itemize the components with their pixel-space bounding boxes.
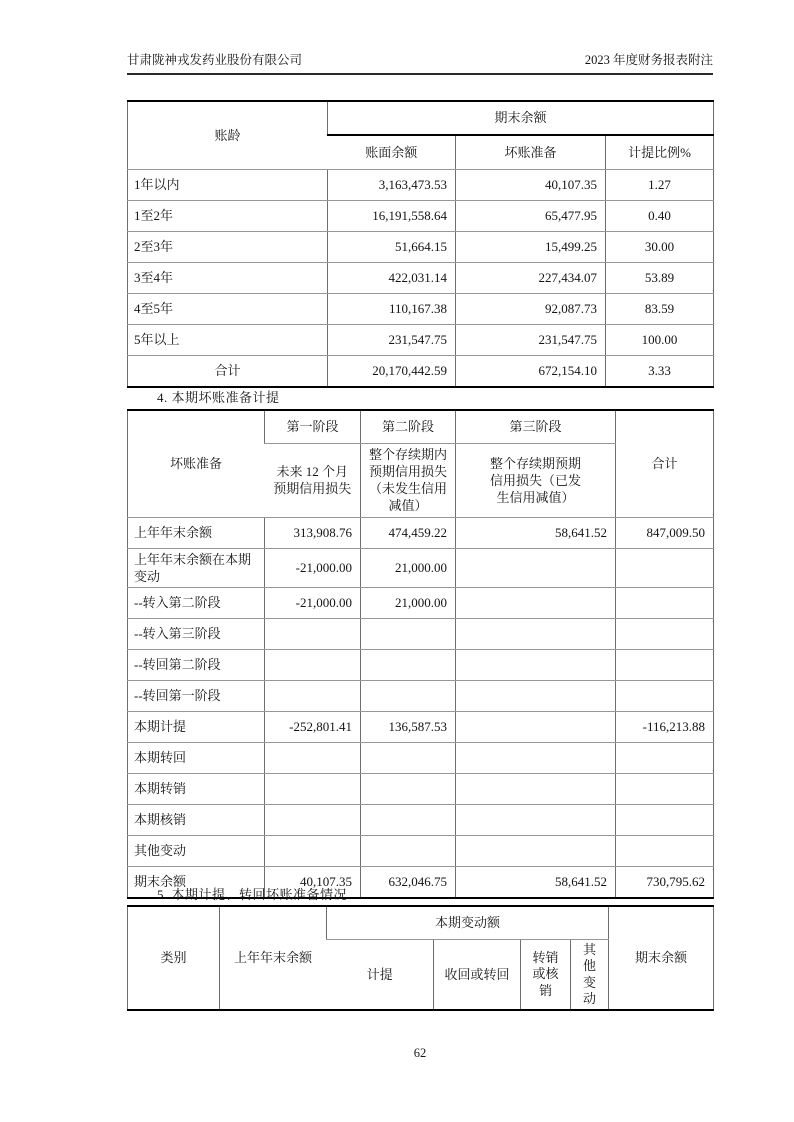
stage1-value: -21,000.00	[265, 548, 361, 587]
stage2-value: 632,046.75	[361, 866, 456, 898]
aging-col-bad-debt: 坏账准备	[456, 135, 606, 170]
table-row	[128, 232, 714, 263]
stage2-value: 474,459.22	[361, 517, 456, 548]
aging-col-ratio: 计提比例%	[606, 135, 714, 170]
ratio-value: 83.59	[606, 294, 714, 325]
row-label: 1至2年	[128, 201, 328, 232]
stage1-value	[265, 835, 361, 866]
stage1-value: 40,107.35	[265, 866, 361, 898]
stage3-value	[456, 548, 616, 587]
section-5-title: 5. 本期计提、转回坏账准备情况	[157, 887, 348, 902]
stage3-value	[456, 835, 616, 866]
page-number: 62	[413, 1046, 427, 1060]
book-balance-value: 231,547.75	[328, 325, 456, 356]
total-value	[616, 835, 714, 866]
company-name: 甘肃陇神戎发药业股份有限公司	[127, 53, 303, 67]
aging-col-book-balance: 账面余额	[328, 135, 456, 170]
stage3-subheader	[456, 444, 616, 518]
book-balance-total: 20,170,442.59	[328, 356, 456, 388]
stage-col-provision: 坏账准备	[128, 410, 265, 517]
stage3-value	[456, 742, 616, 773]
book-balance-value: 3,163,473.53	[328, 170, 456, 201]
table-row	[128, 680, 714, 711]
total-label: 合计	[214, 363, 241, 379]
total-value	[616, 649, 714, 680]
stage-total-header: 合计	[616, 410, 714, 517]
row-label: --转回第一阶段	[128, 680, 265, 711]
stage3-value	[456, 649, 616, 680]
table-row	[128, 548, 714, 587]
movement-col-ending-balance: 期末余额	[609, 906, 714, 1010]
stage2-value	[361, 773, 456, 804]
stage2-value	[361, 680, 456, 711]
row-label: 本期计提	[128, 711, 265, 742]
stage1-header: 第一阶段	[265, 410, 361, 444]
bad-debt-value: 227,434.07	[456, 263, 606, 294]
stage3-header: 第三阶段	[456, 410, 616, 444]
row-label: --转回第二阶段	[128, 649, 265, 680]
stage2-subheader: 整个存续期内预期信用损失（未发生信用减值）	[361, 444, 456, 518]
bad-debt-value: 65,477.95	[456, 201, 606, 232]
book-balance-value: 51,664.15	[328, 232, 456, 263]
total-value	[616, 773, 714, 804]
section-4-title: 4. 本期坏账准备计提	[157, 390, 280, 405]
running-header	[127, 50, 713, 75]
total-value	[616, 804, 714, 835]
stage3-value	[456, 773, 616, 804]
stage3-value	[456, 618, 616, 649]
stage1-value: -252,801.41	[265, 711, 361, 742]
total-value	[616, 548, 714, 587]
stage2-value	[361, 804, 456, 835]
stage3-value	[456, 680, 616, 711]
stage3-value	[456, 804, 616, 835]
bad-debt-value: 92,087.73	[456, 294, 606, 325]
ratio-value: 0.40	[606, 201, 714, 232]
stage1-value	[265, 804, 361, 835]
table-row	[128, 618, 714, 649]
table-row	[128, 170, 714, 201]
stage2-value	[361, 649, 456, 680]
stage1-value: 313,908.76	[265, 517, 361, 548]
row-label: 其他变动	[128, 835, 265, 866]
stage1-value	[265, 649, 361, 680]
table-row	[128, 742, 714, 773]
stage3-subheader-text: 整个存续期预期信用损失（已发生信用减值）	[489, 455, 581, 505]
movement-sub-recover: 收回或转回	[434, 940, 521, 1011]
row-label: 期末余额	[134, 874, 187, 890]
movement-table	[127, 905, 714, 1011]
movement-group-current-change: 本期变动额	[327, 906, 609, 940]
table-row	[128, 201, 714, 232]
row-label: 2至3年	[128, 232, 328, 263]
movement-sub-other	[571, 940, 609, 1011]
movement-sub-writeoff	[521, 940, 571, 1011]
bad-debt-total: 672,154.10	[456, 356, 606, 388]
total-value	[616, 742, 714, 773]
ratio-value: 30.00	[606, 232, 714, 263]
ratio-total: 3.33	[606, 356, 714, 388]
aging-col-age: 账龄	[128, 101, 328, 170]
table-row	[128, 835, 714, 866]
stage1-value	[265, 680, 361, 711]
table-row	[128, 587, 714, 618]
total-value: 730,795.62	[616, 866, 714, 898]
stage3-value: 58,641.52	[456, 866, 616, 898]
row-label: 本期核销	[128, 804, 265, 835]
stage1-value: -21,000.00	[265, 587, 361, 618]
stage2-value	[361, 835, 456, 866]
total-value	[616, 587, 714, 618]
row-label: 本期转回	[128, 742, 265, 773]
table-row	[128, 711, 714, 742]
row-label: 1年以内	[128, 170, 328, 201]
row-label: 4至5年	[128, 294, 328, 325]
ratio-value: 100.00	[606, 325, 714, 356]
total-value	[616, 618, 714, 649]
row-label: 3至4年	[128, 263, 328, 294]
ratio-value: 53.89	[606, 263, 714, 294]
total-value: -116,213.88	[616, 711, 714, 742]
stage-table	[127, 409, 714, 899]
aging-group-ending-balance: 期末余额	[328, 101, 714, 135]
stage1-value	[265, 773, 361, 804]
stage2-value: 136,587.53	[361, 711, 456, 742]
row-label: --转入第三阶段	[128, 618, 265, 649]
row-label: 本期转销	[128, 773, 265, 804]
stage1-value	[265, 742, 361, 773]
stage3-value	[456, 711, 616, 742]
movement-sub-other-text: 其他变动	[582, 942, 596, 1006]
stage1-subheader: 未来 12 个月预期信用损失	[265, 444, 361, 518]
stage2-value: 21,000.00	[361, 548, 456, 587]
book-balance-value: 422,031.14	[328, 263, 456, 294]
document-title: 2023 年度财务报表附注	[584, 53, 713, 67]
movement-sub-accrual: 计提	[327, 940, 434, 1011]
total-value	[616, 680, 714, 711]
total-value: 847,009.50	[616, 517, 714, 548]
movement-col-prior-balance: 上年年末余额	[220, 906, 327, 1010]
table-row	[128, 773, 714, 804]
stage1-value	[265, 618, 361, 649]
bad-debt-value: 231,547.75	[456, 325, 606, 356]
table-row	[128, 649, 714, 680]
row-label: 上年年末余额	[128, 517, 265, 548]
stage-header-row-1	[128, 410, 714, 444]
ratio-value: 1.27	[606, 170, 714, 201]
stage3-value	[456, 587, 616, 618]
movement-sub-writeoff-text: 转销或核销	[532, 950, 559, 998]
row-label: --转入第二阶段	[128, 587, 265, 618]
book-balance-value: 110,167.38	[328, 294, 456, 325]
movement-header-row-1	[128, 906, 714, 940]
stage3-value: 58,641.52	[456, 517, 616, 548]
book-balance-value: 16,191,558.64	[328, 201, 456, 232]
movement-col-category: 类别	[128, 906, 220, 1010]
stage2-value	[361, 618, 456, 649]
stage2-value	[361, 742, 456, 773]
table-row	[128, 804, 714, 835]
row-label: 5年以上	[128, 325, 328, 356]
table-row	[128, 294, 714, 325]
stage2-header: 第二阶段	[361, 410, 456, 444]
total-row	[128, 356, 714, 388]
row-label: 上年年末余额在本期变动	[128, 548, 265, 587]
stage2-value: 21,000.00	[361, 587, 456, 618]
aging-header-row-1	[128, 101, 714, 135]
table-row	[128, 325, 714, 356]
aging-table	[127, 100, 714, 388]
bad-debt-value: 15,499.25	[456, 232, 606, 263]
table-row	[128, 517, 714, 548]
bad-debt-value: 40,107.35	[456, 170, 606, 201]
table-row	[128, 263, 714, 294]
